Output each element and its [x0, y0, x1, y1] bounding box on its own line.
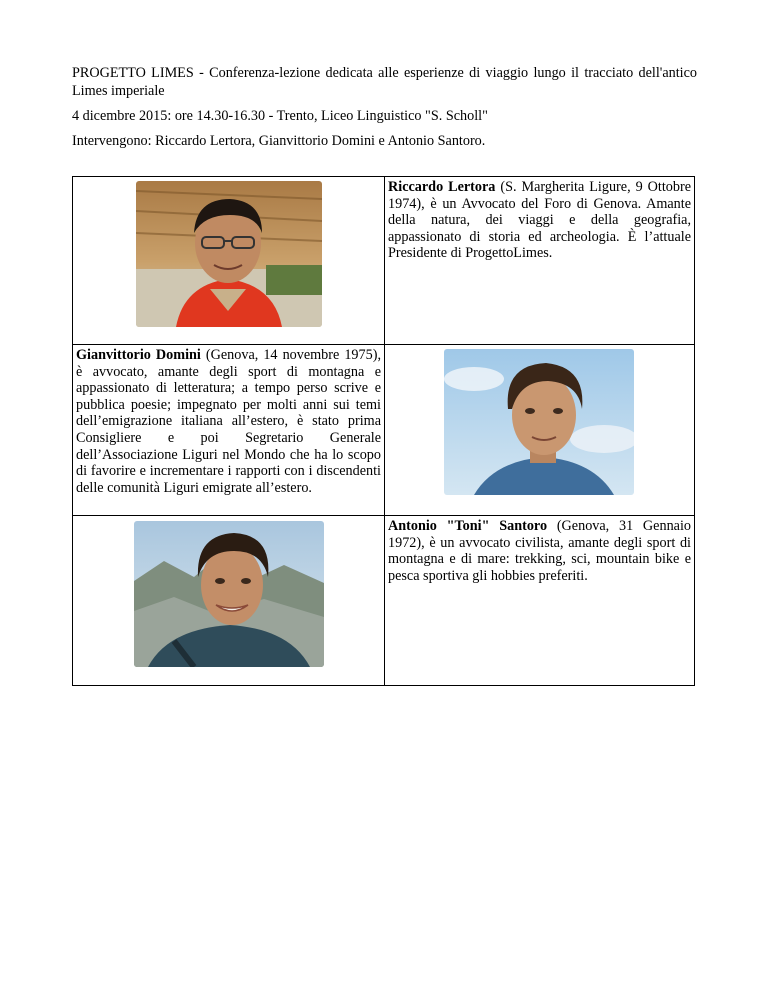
- photo-cell-gianvittorio: [385, 345, 695, 516]
- bio-cell-riccardo: [385, 177, 695, 345]
- document-header: [72, 64, 697, 150]
- event-title: PROGETTO LIMES - Conferenza-lezione dedicata alle esperienze di viaggio lungo il tracciato dell'antico Limes imperiale: [72, 65, 697, 99]
- event-speakers: Intervengono: Riccardo Lertora, Gianvittorio Domini e Antonio Santoro.: [72, 133, 486, 149]
- name-riccardo: Riccardo Lertora: [388, 179, 496, 195]
- speakers-table: [72, 176, 695, 686]
- bio-cell-gianvittorio: [73, 345, 385, 516]
- photo-cell-antonio: [73, 516, 385, 686]
- event-date-location: 4 dicembre 2015: ore 14.30-16.30 - Trento, Liceo Linguistico "S. Scholl": [72, 108, 488, 124]
- portrait-antonio-icon: [134, 521, 324, 667]
- bio-text-gianvittorio: (Genova, 14 novembre 1975), è avvocato, amante degli sport di montagna e appassionato di letteratura; a tempo perso scrive e pubblica poesie; impegnato per molti anni sui temi dell’emigrazione italiana all’estero, è stato prima Consigliere e poi Segretario Generale dell’Associazione Liguri nel Mondo che ha lo scopo di favorire e incrementare i rapporti con i discendenti delle comunità Liguri emigrate all’estero.: [76, 347, 381, 496]
- bio-antonio: [385, 516, 694, 584]
- bio-gianvittorio: [73, 345, 384, 496]
- name-antonio: Antonio "Toni" Santoro: [388, 518, 548, 534]
- portrait-riccardo-icon: [136, 181, 322, 327]
- bio-text-antonio: (Genova, 31 Gennaio 1972), è un avvocato civilista, amante degli sport di montagna e di mare: trekking, sci, mountain bike e pesca sportiva gli hobbies preferiti.: [388, 518, 691, 584]
- name-gianvittorio: Gianvittorio Domini: [76, 347, 201, 363]
- bio-cell-antonio: [385, 516, 695, 686]
- bio-riccardo: [385, 177, 694, 262]
- photo-cell-riccardo: [73, 177, 385, 345]
- portrait-gianvittorio-icon: [444, 349, 634, 495]
- bio-text-riccardo: (S. Margherita Ligure, 9 Ottobre 1974), è un Avvocato del Foro di Genova. Amante della natura, dei viaggi e della geografia, appassionato di storia ed archeologia. È l’attuale Presidente di ProgettoLimes.: [388, 179, 691, 262]
